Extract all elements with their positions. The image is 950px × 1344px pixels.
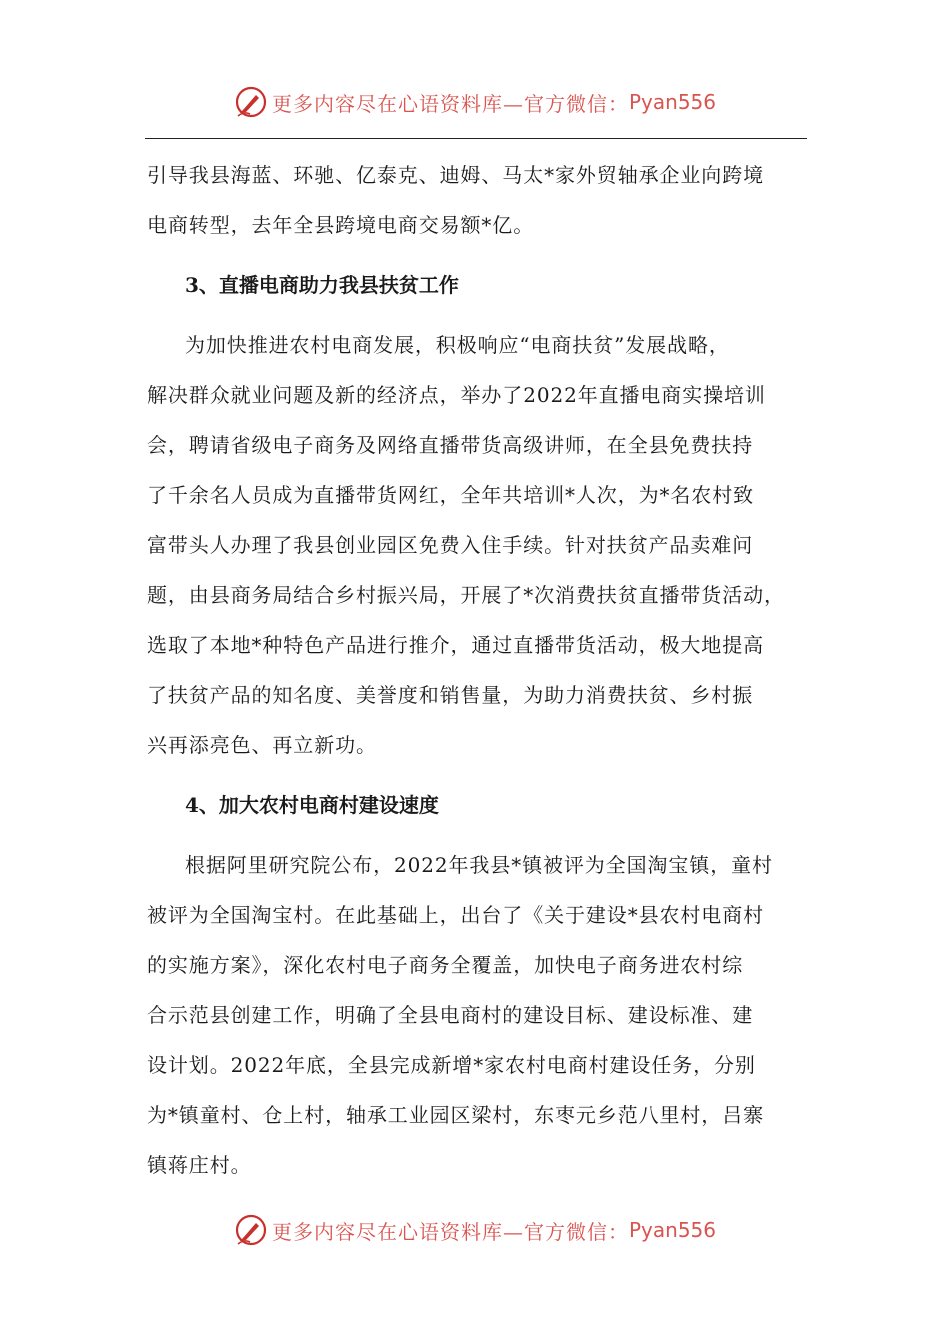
- header-divider: [145, 138, 807, 139]
- paragraph-line: 解决群众就业问题及新的经济点，举办了2022年直播电商实操培训: [147, 383, 766, 407]
- pen-logo-icon: [234, 1213, 268, 1247]
- paragraph-line: 了千余名人员成为直播带货网红，全年共培训*人次，为*名农村致: [147, 483, 754, 507]
- paragraph-line: 合示范县创建工作，明确了全县电商村的建设目标、建设标准、建: [147, 1003, 754, 1027]
- footer-watermark: [0, 1210, 950, 1250]
- paragraph-line: 兴再添亮色、再立新功。: [147, 733, 377, 757]
- paragraph-line: 的实施方案》，深化农村电子商务全覆盖，加快电子商务进农村综: [147, 953, 744, 977]
- paragraph-line: 为加快推进农村电商发展，积极响应“电商扶贫”发展战略，: [185, 333, 730, 357]
- paragraph-line: 选取了本地*种特色产品进行推介，通过直播带货活动，极大地提高: [147, 633, 764, 657]
- paragraph-line: 被评为全国淘宝村。在此基础上，出台了《关于建设*县农村电商村: [147, 903, 764, 927]
- paragraph-line: 根据阿里研究院公布，2022年我县*镇被评为全国淘宝镇，童村: [185, 853, 773, 877]
- watermark-text: 更多内容尽在心语资料库—官方微信：: [271, 1219, 629, 1244]
- paragraph-line: 了扶贫产品的知名度、美誉度和销售量，为助力消费扶贫、乡村振: [147, 683, 754, 707]
- paragraph-line: 富带头人办理了我县创业园区免费入住手续。针对扶贫产品卖难问: [147, 533, 754, 557]
- paragraph-line: 设计划。2022年底，全县完成新增*家农村电商村建设任务，分别: [147, 1053, 756, 1077]
- section-heading-4: 4、加大农村电商村建设速度: [185, 793, 439, 817]
- paragraph-line: 镇蒋庄村。: [147, 1153, 252, 1177]
- watermark-text: 更多内容尽在心语资料库—官方微信：: [271, 91, 629, 116]
- header-watermark: [0, 82, 950, 122]
- paragraph-line: 引导我县海蓝、环驰、亿泰克、迪姆、马太*家外贸轴承企业向跨境: [147, 163, 764, 187]
- wechat-id: Pyan556: [628, 1218, 716, 1242]
- paragraph-line: 会，聘请省级电子商务及网络直播带货高级讲师，在全县免费扶持: [147, 433, 754, 457]
- paragraph-line: 为*镇童村、仓上村，轴承工业园区梁村，东枣元乡范八里村，吕寨: [147, 1103, 764, 1127]
- wechat-id: Pyan556: [628, 90, 716, 114]
- section-heading-3: 3、直播电商助力我县扶贫工作: [185, 273, 459, 297]
- pen-logo-icon: [234, 85, 268, 119]
- paragraph-line: 电商转型，去年全县跨境电商交易额*亿。: [147, 213, 535, 237]
- paragraph-line: 题，由县商务局结合乡村振兴局，开展了*次消费扶贫直播带货活动，: [147, 583, 785, 607]
- document-body: [147, 150, 812, 1190]
